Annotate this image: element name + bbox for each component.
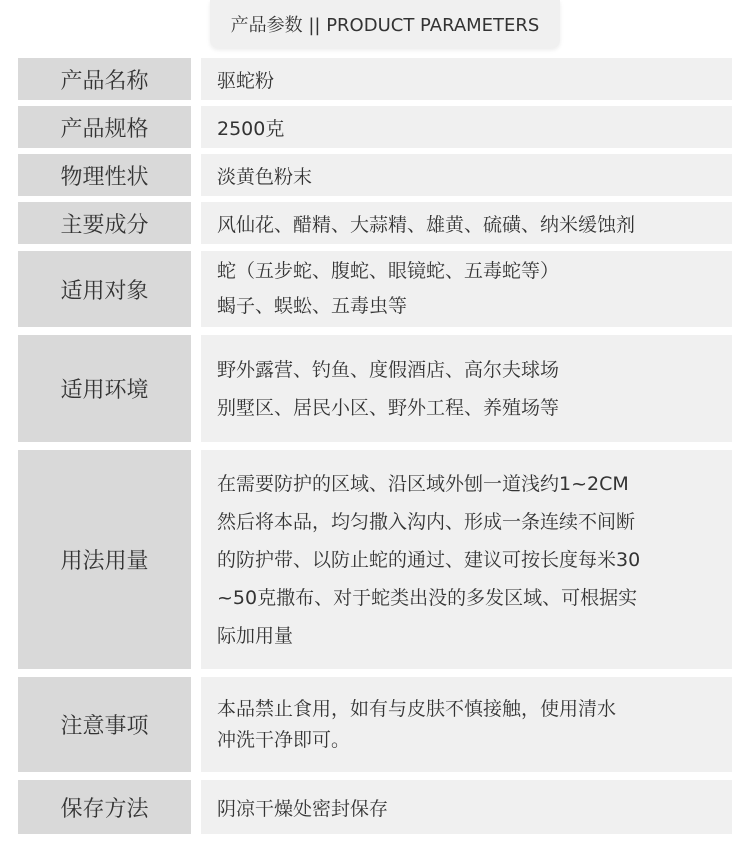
param-value [201,106,732,148]
param-value-line: 际加用量 [217,624,294,647]
param-value-line: 野外露营、钓鱼、度假酒店、高尔夫球场 [217,358,560,381]
param-value-line: 冲洗干净即可。 [217,728,351,751]
param-value-line: 淡黄色粉末 [217,165,313,188]
section-header [210,0,560,48]
param-row-usage [18,450,732,669]
param-value-line: ~50克撒布、对于蛇类出没的多发区域、可根据实 [217,586,638,609]
param-label: 注意事项 [18,677,191,772]
param-label: 适用环境 [18,335,191,442]
param-value [201,335,732,442]
param-value [201,780,732,834]
param-value-line: 然后将本品，均匀撒入沟内、形成一条连续不间断 [217,510,636,533]
param-row-name [18,58,732,100]
param-value-line: 在需要防护的区域、沿区域外刨一道浅约1~2CM [217,472,629,495]
param-value-line: 别墅区、居民小区、野外工程、养殖场等 [217,396,560,419]
param-label: 用法用量 [18,450,191,669]
param-value-line: 的防护带、以防止蛇的通过、建议可按长度每米30 [217,548,641,571]
param-row-environment [18,335,732,442]
param-row-appearance [18,154,732,196]
param-label: 物理性状 [18,154,191,196]
param-row-targets [18,251,732,327]
param-label: 主要成分 [18,202,191,244]
param-value-line: 驱蛇粉 [217,69,275,92]
param-value [201,154,732,196]
param-label: 适用对象 [18,251,191,327]
param-value [201,251,732,327]
param-value [201,58,732,100]
param-row-storage [18,780,732,834]
param-row-spec [18,106,732,148]
param-label: 保存方法 [18,780,191,834]
param-row-ingredients [18,202,732,244]
param-value [201,202,732,244]
param-label: 产品规格 [18,106,191,148]
param-value-line: 阴凉干燥处密封保存 [217,797,389,820]
param-value-line: 本品禁止食用，如有与皮肤不慎接触，使用清水 [217,697,617,720]
param-value-line: 蝎子、蜈蚣、五毒虫等 [217,295,408,317]
param-row-notice [18,677,732,772]
param-value-line: 风仙花、醋精、大蒜精、雄黄、硫磺、纳米缓蚀剂 [217,213,636,236]
param-value [201,450,732,669]
section-title: 产品参数 || PRODUCT PARAMETERS [230,15,540,36]
param-value-line: 蛇（五步蛇、腹蛇、眼镜蛇、五毒蛇等） [217,260,560,282]
param-label: 产品名称 [18,58,191,100]
param-value-line: 2500克 [217,117,285,140]
param-value [201,677,732,772]
